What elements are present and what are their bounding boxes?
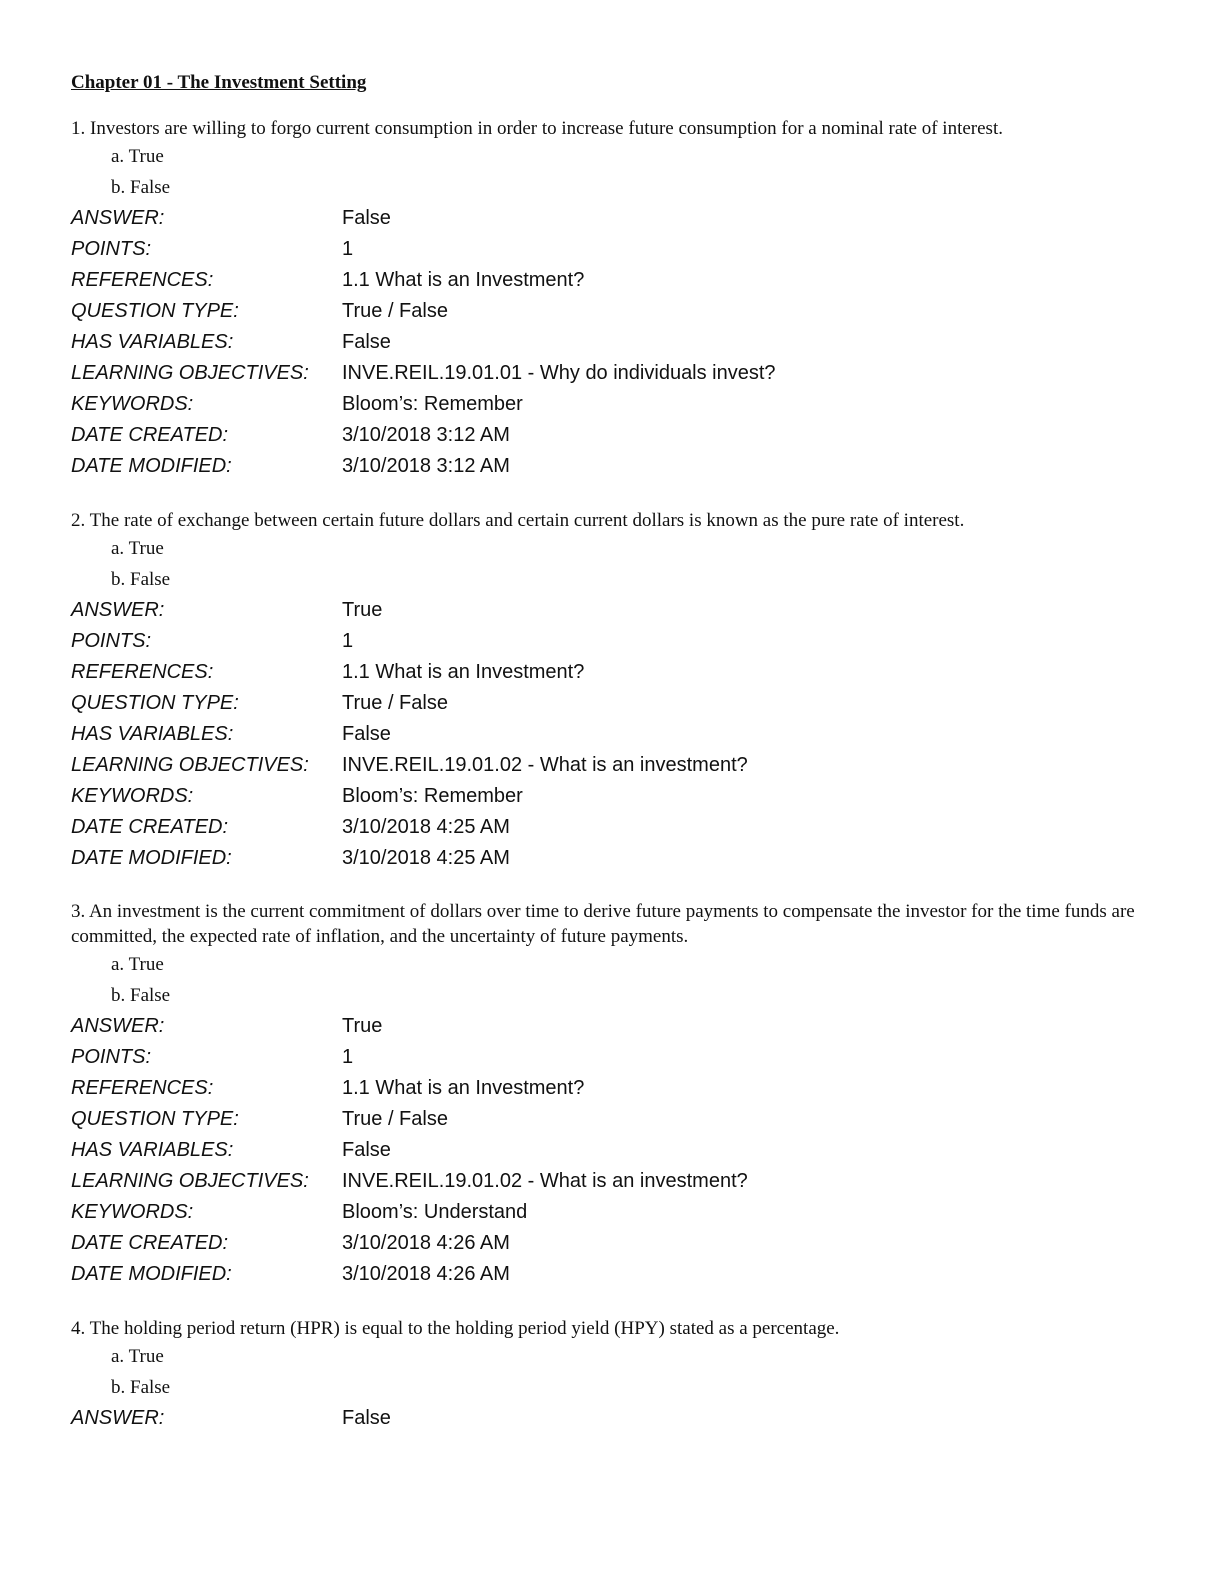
metadata-value: 3/10/2018 4:26 AM — [342, 1232, 510, 1254]
question-block — [71, 508, 1161, 874]
answer-option: a. True — [111, 1346, 164, 1367]
chapter-title: Chapter 01 - The Investment Setting — [71, 72, 367, 93]
metadata-label: LEARNING OBJECTIVES: — [71, 1170, 309, 1192]
question-block — [71, 116, 1161, 482]
metadata-value: 3/10/2018 4:25 AM — [342, 816, 510, 838]
metadata-value: INVE.REIL.19.01.02 - What is an investment? — [342, 754, 748, 776]
metadata-value: True — [342, 599, 383, 621]
metadata-value: 1 — [342, 238, 354, 260]
metadata-row — [71, 1259, 1161, 1290]
metadata-label: REFERENCES: — [71, 661, 214, 683]
metadata-label: QUESTION TYPE: — [71, 692, 239, 714]
answer-option: b. False — [111, 1377, 171, 1398]
metadata-label: ANSWER: — [71, 1407, 165, 1429]
metadata-label: DATE CREATED: — [71, 424, 229, 446]
metadata-value: False — [342, 723, 391, 745]
metadata-row — [71, 843, 1161, 874]
metadata-label: DATE MODIFIED: — [71, 455, 232, 477]
answer-options — [71, 1341, 1161, 1403]
metadata-row — [71, 420, 1161, 451]
metadata-label: DATE CREATED: — [71, 816, 229, 838]
metadata-value: 1 — [342, 630, 354, 652]
metadata-value: 3/10/2018 3:12 AM — [342, 455, 510, 477]
answer-options — [71, 533, 1161, 595]
question-text: 1. Investors are willing to forgo current consumption in order to increase future consumption for a nominal rate of interest. — [71, 118, 1003, 139]
metadata-label: QUESTION TYPE: — [71, 1108, 239, 1130]
metadata-label: POINTS: — [71, 238, 152, 260]
metadata-label: POINTS: — [71, 630, 152, 652]
metadata-label: DATE MODIFIED: — [71, 847, 232, 869]
metadata-value: True — [342, 1015, 383, 1037]
answer-option: b. False — [111, 985, 171, 1006]
answer-option: a. True — [111, 146, 164, 167]
metadata-value: INVE.REIL.19.01.02 - What is an investment? — [342, 1170, 748, 1192]
metadata-value: True / False — [342, 300, 448, 322]
metadata-value: 3/10/2018 4:26 AM — [342, 1263, 510, 1285]
metadata-row — [71, 234, 1161, 265]
metadata-row — [71, 812, 1161, 843]
metadata-row — [71, 389, 1161, 420]
metadata-label: REFERENCES: — [71, 1077, 214, 1099]
metadata-row — [71, 1197, 1161, 1228]
metadata-label: ANSWER: — [71, 1015, 165, 1037]
metadata-row — [71, 657, 1161, 688]
question-block — [71, 1316, 1161, 1434]
metadata-value: 1.1 What is an Investment? — [342, 269, 585, 291]
metadata-value: 3/10/2018 4:25 AM — [342, 847, 510, 869]
metadata-row — [71, 296, 1161, 327]
metadata-row — [71, 265, 1161, 296]
metadata-label: HAS VARIABLES: — [71, 1139, 234, 1161]
metadata-value: INVE.REIL.19.01.01 - Why do individuals invest? — [342, 362, 776, 384]
answer-option: a. True — [111, 954, 164, 975]
metadata-row — [71, 451, 1161, 482]
metadata-label: HAS VARIABLES: — [71, 723, 234, 745]
metadata-row — [71, 1166, 1161, 1197]
metadata-row — [71, 688, 1161, 719]
answer-option: b. False — [111, 569, 171, 590]
metadata-label: ANSWER: — [71, 599, 165, 621]
metadata-label: QUESTION TYPE: — [71, 300, 239, 322]
metadata-label: ANSWER: — [71, 207, 165, 229]
metadata-value: 1.1 What is an Investment? — [342, 661, 585, 683]
metadata-label: HAS VARIABLES: — [71, 331, 234, 353]
metadata-value: Bloom’s: Remember — [342, 393, 523, 415]
metadata-row — [71, 1403, 1161, 1434]
metadata-row — [71, 1135, 1161, 1166]
question-text: 4. The holding period return (HPR) is equal to the holding period yield (HPY) stated as a percentage. — [71, 1318, 840, 1339]
metadata-row — [71, 595, 1161, 626]
metadata-value: False — [342, 207, 391, 229]
metadata-value: 3/10/2018 3:12 AM — [342, 424, 510, 446]
metadata-row — [71, 327, 1161, 358]
metadata-label: LEARNING OBJECTIVES: — [71, 754, 309, 776]
metadata-value: 1.1 What is an Investment? — [342, 1077, 585, 1099]
metadata-label: REFERENCES: — [71, 269, 214, 291]
metadata-label: KEYWORDS: — [71, 1201, 194, 1223]
metadata-row — [71, 1073, 1161, 1104]
metadata-row — [71, 358, 1161, 389]
metadata-value: False — [342, 1407, 391, 1429]
metadata-label: KEYWORDS: — [71, 785, 194, 807]
answer-options — [71, 949, 1161, 1011]
metadata-row — [71, 203, 1161, 234]
metadata-value: False — [342, 1139, 391, 1161]
metadata-row — [71, 719, 1161, 750]
metadata-value: Bloom’s: Understand — [342, 1201, 528, 1223]
metadata-value: False — [342, 331, 391, 353]
metadata-row — [71, 1104, 1161, 1135]
answer-option: b. False — [111, 177, 171, 198]
metadata-value: True / False — [342, 1108, 448, 1130]
metadata-value: 1 — [342, 1046, 354, 1068]
metadata-row — [71, 1042, 1161, 1073]
metadata-label: DATE CREATED: — [71, 1232, 229, 1254]
metadata-value: True / False — [342, 692, 448, 714]
answer-option: a. True — [111, 538, 164, 559]
question-block — [71, 899, 1161, 1290]
metadata-label: LEARNING OBJECTIVES: — [71, 362, 309, 384]
metadata-row — [71, 781, 1161, 812]
metadata-row — [71, 750, 1161, 781]
question-text: 2. The rate of exchange between certain future dollars and certain current dollars is known as the pure rate of interest. — [71, 510, 965, 531]
question-text: 3. An investment is the current commitment of dollars over time to derive future payments to compensate the investor for the time funds are committed, the expected rate of inflation, and the uncertainty of future payments. — [71, 901, 1135, 947]
metadata-label: DATE MODIFIED: — [71, 1263, 232, 1285]
metadata-row — [71, 1228, 1161, 1259]
metadata-row — [71, 1011, 1161, 1042]
metadata-label: POINTS: — [71, 1046, 152, 1068]
metadata-label: KEYWORDS: — [71, 393, 194, 415]
metadata-value: Bloom’s: Remember — [342, 785, 523, 807]
answer-options — [71, 141, 1161, 203]
metadata-row — [71, 626, 1161, 657]
